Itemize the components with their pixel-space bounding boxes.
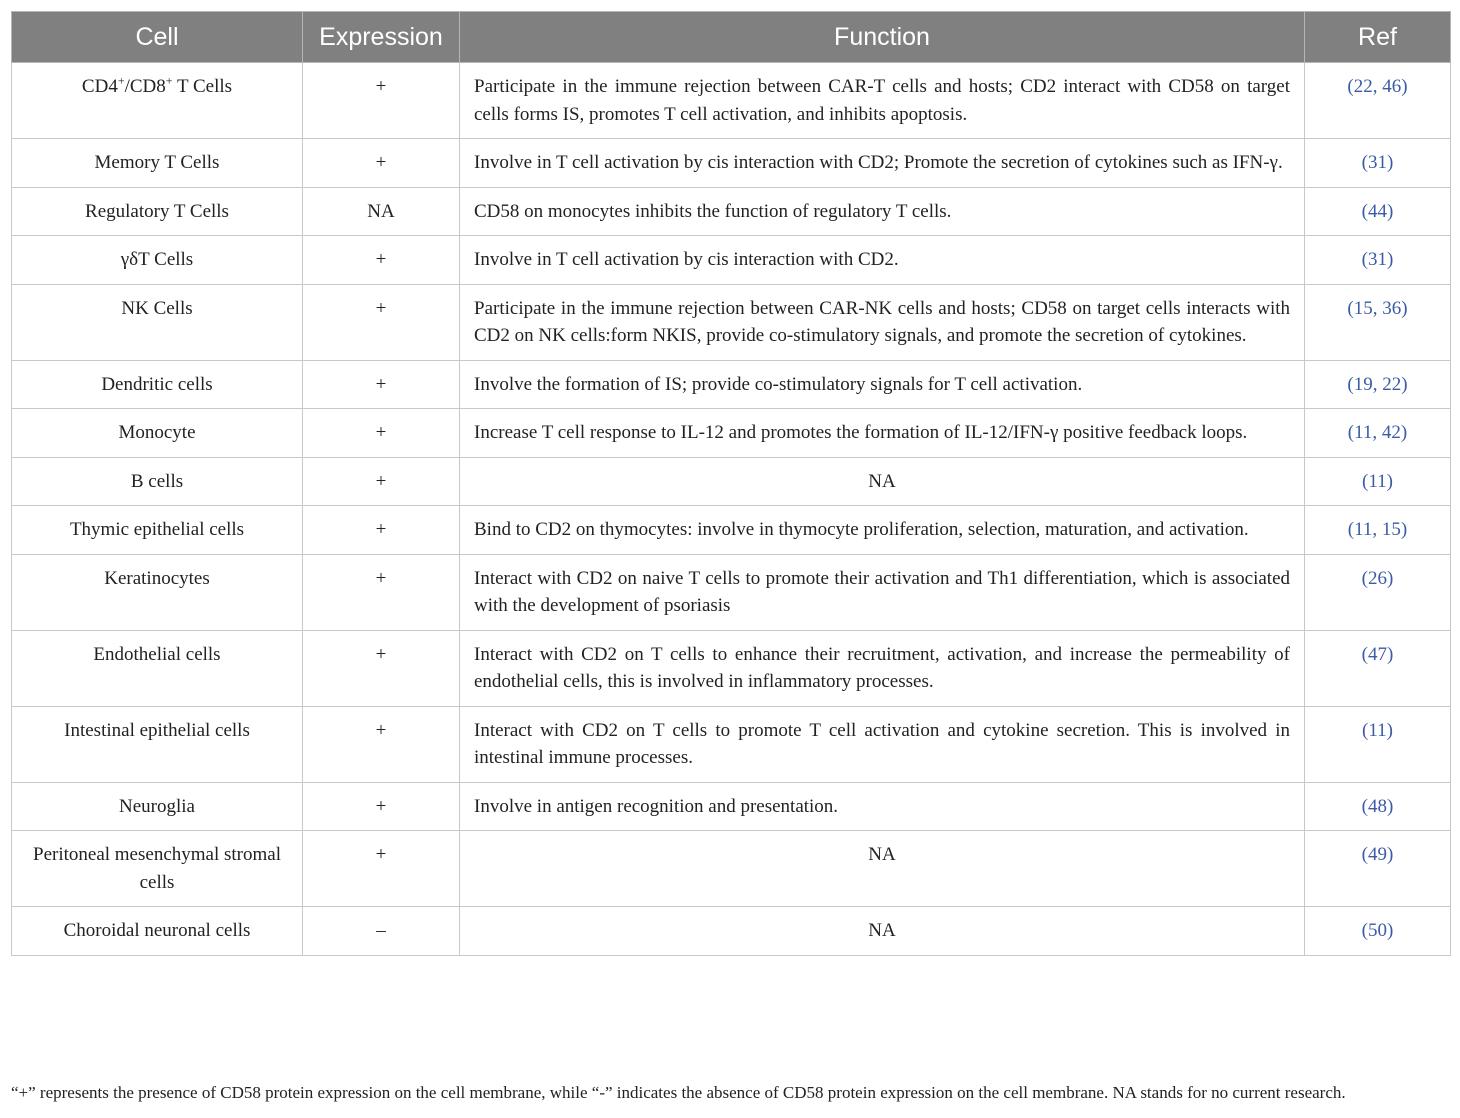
function-description: Participate in the immune rejection between CAR-NK cells and hosts; CD58 on target cells interacts with CD2 on NK cells:form NKIS, provide co-stimulatory signals, and promote the secretion of cytokines. — [460, 284, 1305, 360]
table-row — [12, 409, 1451, 458]
cell-type — [12, 187, 303, 236]
table-header — [12, 12, 1451, 63]
cell-type — [12, 236, 303, 285]
cell-type — [12, 907, 303, 956]
function-description: Involve in antigen recognition and presentation. — [460, 782, 1305, 831]
column-header-ref: Ref — [1305, 12, 1451, 63]
function-description: Interact with CD2 on T cells to enhance their recruitment, activation, and increase the permeability of endothelial cells, this is involved in inflammatory processes. — [460, 630, 1305, 706]
reference-cell: (44) — [1305, 187, 1451, 236]
reference-link[interactable]: 22 — [1353, 76, 1373, 97]
cell-type-label: CD4 — [81, 76, 118, 97]
table-row — [12, 139, 1451, 188]
table-row — [12, 554, 1451, 630]
cell-type-superscript: + — [117, 73, 125, 88]
reference-cell: (31) — [1305, 139, 1451, 188]
reference-link[interactable]: 49 — [1368, 844, 1387, 865]
function-description: NA — [460, 831, 1305, 907]
table-row — [12, 457, 1451, 506]
expression-value: + — [303, 63, 460, 139]
expression-value: + — [303, 139, 460, 188]
reference-cell: (11, 15) — [1305, 506, 1451, 555]
reference-cell: (49) — [1305, 831, 1451, 907]
cell-type-superscript: + — [165, 73, 173, 88]
cell-type — [12, 63, 303, 139]
reference-cell: (47) — [1305, 630, 1451, 706]
reference-cell: (50) — [1305, 907, 1451, 956]
cell-type — [12, 457, 303, 506]
reference-cell: (22, 46) — [1305, 63, 1451, 139]
cell-type-label: Keratinocytes — [104, 567, 210, 589]
table-row — [12, 187, 1451, 236]
table-row — [12, 506, 1451, 555]
cell-type-label: Thymic epithelial cells — [69, 519, 245, 540]
table-body — [12, 63, 1451, 956]
column-header-cell: Cell — [12, 12, 303, 63]
cell-type-label: Peritoneal mesenchymal stromal cells — [33, 844, 281, 893]
reference-link[interactable]: 19 — [1353, 373, 1373, 395]
expression-value: + — [303, 360, 460, 409]
table-row — [12, 907, 1451, 956]
table-row — [12, 360, 1451, 409]
expression-value: + — [303, 236, 460, 285]
reference-link[interactable]: 46 — [1382, 76, 1402, 97]
table-row — [12, 236, 1451, 285]
reference-link[interactable]: 31 — [1368, 249, 1387, 270]
reference-link[interactable]: 11 — [1354, 422, 1373, 443]
table-row — [12, 284, 1451, 360]
expression-value: + — [303, 284, 460, 360]
cell-type — [12, 782, 303, 831]
function-description: Participate in the immune rejection between CAR-T cells and hosts; CD2 interact with CD58 on target cells forms IS, promotes T cell activation, and inhibits apoptosis. — [460, 63, 1305, 139]
expression-value: NA — [303, 187, 460, 236]
cell-type-label: Monocyte — [118, 422, 196, 443]
table-row — [12, 782, 1451, 831]
function-description: Interact with CD2 on naive T cells to promote their activation and Th1 differentiation, which is associated with the development of psoriasis — [460, 554, 1305, 630]
cell-type — [12, 360, 303, 409]
cell-type — [12, 706, 303, 782]
expression-value: + — [303, 506, 460, 555]
reference-link[interactable]: 15 — [1381, 519, 1401, 540]
reference-cell: (19, 22) — [1305, 360, 1451, 409]
table-row — [12, 630, 1451, 706]
reference-link[interactable]: 11 — [1354, 519, 1373, 540]
table-row — [12, 831, 1451, 907]
reference-link[interactable]: 22 — [1382, 373, 1402, 395]
function-description: CD58 on monocytes inhibits the function of regulatory T cells. — [460, 187, 1305, 236]
cell-type — [12, 554, 303, 630]
expression-value: + — [303, 409, 460, 458]
reference-cell: (26) — [1305, 554, 1451, 630]
cell-type-label: /CD8 — [124, 76, 166, 97]
reference-link[interactable]: 48 — [1368, 795, 1387, 817]
reference-link[interactable]: 31 — [1368, 152, 1387, 173]
cell-type-label: NK Cells — [121, 297, 193, 319]
header-row — [12, 12, 1451, 63]
cell-type-label: Memory T Cells — [94, 152, 220, 173]
cell-type-label: T Cells — [172, 76, 233, 97]
cell-type-label: Dendritic cells — [101, 373, 213, 395]
function-description: Interact with CD2 on T cells to promote T cell activation and cytokine secretion. This is involved in intestinal immune processes. — [460, 706, 1305, 782]
cell-type — [12, 409, 303, 458]
reference-link[interactable]: 26 — [1368, 567, 1387, 589]
expression-value: + — [303, 706, 460, 782]
function-description: Involve the formation of IS; provide co-stimulatory signals for T cell activation. — [460, 360, 1305, 409]
cell-type — [12, 506, 303, 555]
cell-type — [12, 284, 303, 360]
reference-cell: (15, 36) — [1305, 284, 1451, 360]
reference-link[interactable]: 15 — [1353, 297, 1373, 319]
cell-type — [12, 831, 303, 907]
cell-type — [12, 630, 303, 706]
cell-type-label: Choroidal neuronal cells — [63, 920, 251, 941]
function-description: Increase T cell response to IL-12 and promotes the formation of IL-12/IFN-γ positive feedback loops. — [460, 409, 1305, 458]
cell-type-label: Neuroglia — [119, 795, 195, 817]
cell-type-label: Intestinal epithelial cells — [64, 719, 250, 741]
reference-cell: (11) — [1305, 457, 1451, 506]
reference-cell: (48) — [1305, 782, 1451, 831]
reference-link[interactable]: 44 — [1368, 200, 1387, 222]
column-header-expression: Expression — [303, 12, 460, 63]
function-description: Bind to CD2 on thymocytes: involve in thymocyte proliferation, selection, maturation, and activation. — [460, 506, 1305, 555]
reference-link[interactable]: 36 — [1382, 297, 1402, 319]
expression-value: + — [303, 554, 460, 630]
cell-type-label: γδT Cells — [120, 249, 194, 270]
function-description: NA — [460, 457, 1305, 506]
expression-value: + — [303, 630, 460, 706]
function-description: Involve in T cell activation by cis interaction with CD2. — [460, 236, 1305, 285]
reference-cell: (11, 42) — [1305, 409, 1451, 458]
expression-value: + — [303, 831, 460, 907]
reference-link[interactable]: 42 — [1381, 422, 1401, 443]
table-row — [12, 63, 1451, 139]
expression-value: + — [303, 782, 460, 831]
cell-type-label: Regulatory T Cells — [85, 200, 229, 222]
function-description: Involve in T cell activation by cis interaction with CD2; Promote the secretion of cytokines such as IFN-γ. — [460, 139, 1305, 188]
table-row — [12, 706, 1451, 782]
function-description: NA — [460, 907, 1305, 956]
cell-type-label: Endothelial cells — [93, 643, 221, 665]
column-header-function: Function — [460, 12, 1305, 63]
reference-link[interactable]: 50 — [1368, 920, 1387, 941]
expression-value: + — [303, 457, 460, 506]
reference-link[interactable]: 11 — [1368, 470, 1387, 492]
reference-link[interactable]: 47 — [1368, 643, 1387, 665]
cell-type — [12, 139, 303, 188]
table-footnote: “+” represents the presence of CD58 protein expression on the cell membrane, while “-” indicates the absence of CD58 protein expression on the cell membrane. NA stands for no current research. — [11, 1083, 1346, 1102]
reference-cell: (11) — [1305, 706, 1451, 782]
cell-type-label: B cells — [130, 470, 184, 492]
reference-link[interactable]: 11 — [1368, 719, 1387, 741]
cd58-expression-table — [11, 11, 1451, 956]
reference-cell: (31) — [1305, 236, 1451, 285]
expression-value: – — [303, 907, 460, 956]
